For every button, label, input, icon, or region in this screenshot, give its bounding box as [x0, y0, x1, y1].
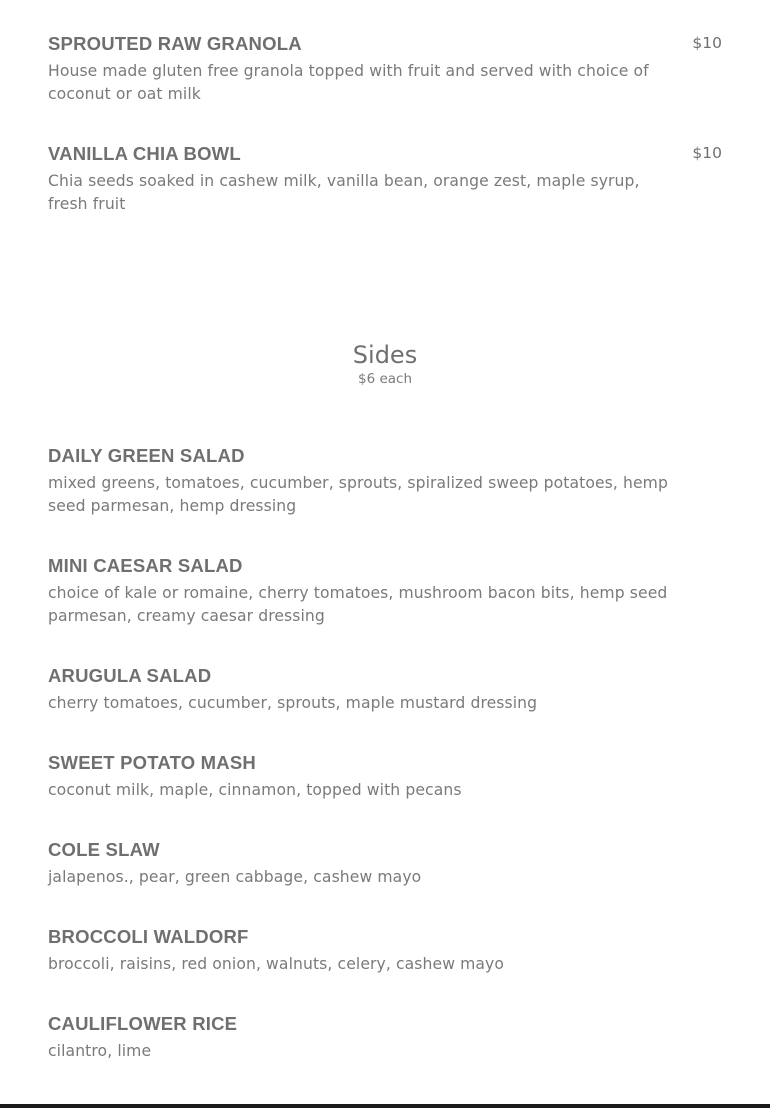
menu-item-name: DAILY GREEN SALAD: [48, 445, 245, 466]
menu-item-cauliflower-rice: [48, 1013, 722, 1063]
menu-item-description: Chia seeds soaked in cashew milk, vanilla bean, orange zest, maple syrup, fresh fruit: [48, 172, 640, 213]
menu-item-daily-green-salad: [48, 445, 722, 518]
menu-item-cole-slaw: [48, 839, 722, 889]
section-title: Sides: [352, 341, 418, 369]
menu-item-description: cherry tomatoes, cucumber, sprouts, maple mustard dressing: [48, 694, 538, 712]
menu-item-sprouted-raw-granola: [48, 33, 722, 106]
menu-item-description: House made gluten free granola topped with fruit and served with choice of coconut or oat milk: [48, 62, 649, 103]
menu-item-name: SWEET POTATO MASH: [48, 752, 256, 773]
menu-item-mini-caesar-salad: [48, 555, 722, 628]
menu-item-name: SPROUTED RAW GRANOLA: [48, 33, 302, 54]
menu-item-description: coconut milk, maple, cinnamon, topped with pecans: [48, 781, 462, 799]
menu-item-description: choice of kale or romaine, cherry tomatoes, mushroom bacon bits, hemp seed parmesan, creamy caesar dressing: [48, 584, 668, 625]
menu-item-name: MINI CAESAR SALAD: [48, 555, 243, 576]
menu-item-description: mixed greens, tomatoes, cucumber, sprouts, spiralized sweep potatoes, hemp seed parmesan, hemp dressing: [48, 474, 668, 515]
menu-item-name: ARUGULA SALAD: [48, 665, 212, 686]
menu-item-name: BROCCOLI WALDORF: [48, 926, 249, 947]
menu-item-price: $10: [692, 144, 722, 162]
menu-item-description: jalapenos., pear, green cabbage, cashew mayo: [48, 868, 422, 886]
menu-item-sweet-potato-mash: [48, 752, 722, 802]
section-subtitle: $6 each: [357, 371, 413, 387]
menu-item-broccoli-waldorf: [48, 926, 722, 976]
menu-item-name: VANILLA CHIA BOWL: [48, 143, 241, 164]
bottom-edge-bar: [0, 1104, 770, 1108]
menu-item-arugula-salad: [48, 665, 722, 715]
menu-item-description: cilantro, lime: [48, 1042, 152, 1060]
menu-item-name: COLE SLAW: [48, 839, 160, 860]
menu-item-price: $10: [692, 34, 722, 52]
menu-item-description: broccoli, raisins, red onion, walnuts, celery, cashew mayo: [48, 955, 505, 973]
menu-item-vanilla-chia-bowl: [48, 143, 722, 216]
menu-item-name: CAULIFLOWER RICE: [48, 1013, 238, 1034]
sides-section-header: [0, 341, 770, 388]
